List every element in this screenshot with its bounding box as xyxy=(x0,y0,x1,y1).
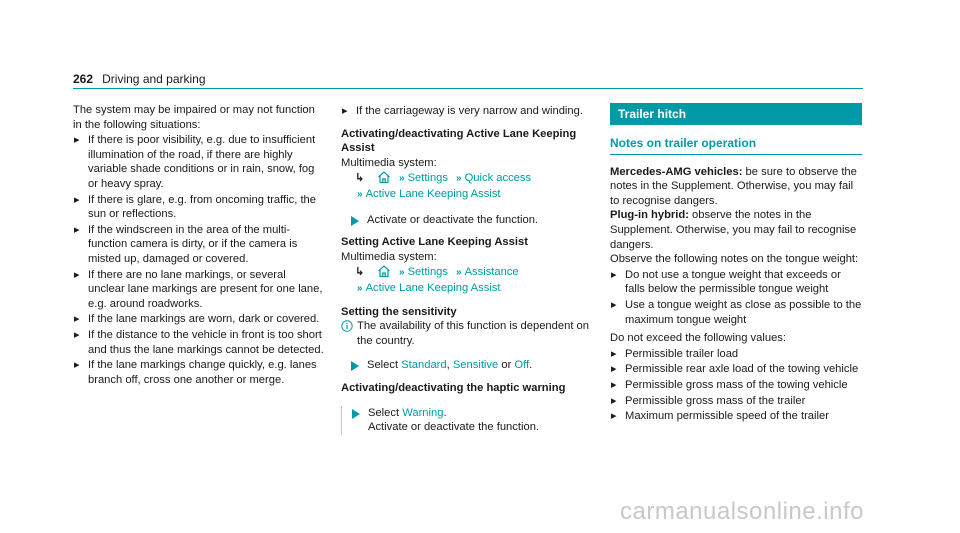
path-arrow-icon: ↳ xyxy=(355,266,365,279)
menu-link-assistance[interactable]: Assistance xyxy=(464,266,519,279)
menu-path-2 xyxy=(341,264,593,296)
multimedia-label: Multimedia system: xyxy=(341,156,437,169)
step-arrow-icon xyxy=(351,216,359,226)
list-item: ▸ If the windscreen in the area of the multi-function camera is dirty, or if the camera is misted up, damaged or covered. xyxy=(73,223,325,267)
double-chevron-icon: » xyxy=(456,173,462,185)
limitations-list-cont xyxy=(341,104,593,119)
amg-text: be sure to observe the notes in the Supplement. Otherwise, you may fail to recognise dangers. xyxy=(610,165,857,207)
word-or: or xyxy=(501,359,512,372)
tongue-list xyxy=(610,268,862,327)
list-item: ▸ If the lane markings are worn, dark or covered. xyxy=(73,312,325,327)
double-chevron-icon: » xyxy=(456,267,462,279)
amg-label: Mercedes-AMG vehicles: xyxy=(610,165,743,178)
heading-haptic: Activating/deactivating the haptic warning xyxy=(341,381,566,394)
list-item: ▸ If there are no lane markings, or several unclear lane markings are present for one lane, e.g. around roadworks. xyxy=(73,268,325,312)
list-item: ▸ Permissible trailer load xyxy=(610,347,862,362)
menu-link-settings[interactable]: Settings xyxy=(407,266,448,279)
step-haptic: Select Warning. Activate or deactivate the function. xyxy=(341,406,593,435)
limitations-list xyxy=(73,133,325,387)
option-sensitive[interactable]: Sensitive xyxy=(452,359,499,372)
option-off[interactable]: Off xyxy=(514,359,530,372)
list-item: ▸ If the carriageway is very narrow and winding. xyxy=(341,104,593,119)
exceed-list xyxy=(610,347,862,424)
list-item: ▸ Do not use a tongue weight that exceeds or falls below the permissible tongue weight xyxy=(610,268,862,297)
list-item: ▸ Permissible gross mass of the trailer xyxy=(610,394,862,409)
home-icon xyxy=(377,264,391,278)
menu-link-active-lane[interactable]: Active Lane Keeping Assist xyxy=(365,281,501,294)
page-number: 262 xyxy=(73,72,94,86)
hybrid-text: observe the notes in the Supplement. Otherwise, you may fail to recognise dangers. xyxy=(610,209,857,251)
page-header xyxy=(73,72,863,89)
step-text: Activate or deactivate the function. xyxy=(368,421,540,434)
step-activate xyxy=(341,213,593,228)
watermark: carmanualsonline.info xyxy=(620,498,864,525)
step-arrow-icon xyxy=(351,361,359,371)
hybrid-note xyxy=(610,208,862,252)
tongue-intro: Observe the following notes on the tongue weight: xyxy=(610,253,859,266)
step-arrow-icon xyxy=(352,409,360,419)
option-warning[interactable]: Warning xyxy=(402,406,444,419)
section-banner: Trailer hitch xyxy=(610,103,862,125)
heading-activate: Activating/deactivating Active Lane Keeping Assist xyxy=(341,127,577,155)
heading-setting: Setting Active Lane Keeping Assist xyxy=(341,236,528,249)
menu-path-1 xyxy=(341,170,593,202)
note-availability xyxy=(341,319,593,348)
subheading: Notes on trailer operation xyxy=(610,125,862,155)
column-middle xyxy=(341,103,593,435)
hybrid-label: Plug-in hybrid: xyxy=(610,209,689,222)
step-select-sensitivity: Select Standard, Sensitive or Off. xyxy=(341,358,593,373)
double-chevron-icon: » xyxy=(399,267,405,279)
list-item: ▸ If there is poor visibility, e.g. due to insufficient illumination of the road, if there are highly variable shade conditions or in rain, snow, fog or heavy spray. xyxy=(73,133,325,191)
heading-sensitivity: Setting the sensitivity xyxy=(341,305,457,318)
select-label: Select xyxy=(367,359,399,372)
menu-link-settings[interactable]: Settings xyxy=(407,172,448,185)
list-item: ▸ Permissible rear axle load of the towing vehicle xyxy=(610,362,862,377)
menu-link-active-lane[interactable]: Active Lane Keeping Assist xyxy=(365,187,501,200)
menu-link-quick-access[interactable]: Quick access xyxy=(464,172,532,185)
amg-note xyxy=(610,165,862,209)
list-item: ▸ If the lane markings change quickly, e.g. lanes branch off, cross one another or merge. xyxy=(73,358,325,387)
list-item: ▸ If there is glare, e.g. from oncoming traffic, the sun or reflections. xyxy=(73,193,325,222)
select-label: Select xyxy=(368,406,400,419)
info-icon xyxy=(341,320,353,332)
option-standard[interactable]: Standard xyxy=(401,359,447,372)
home-icon xyxy=(377,170,391,184)
list-item: ▸ Permissible gross mass of the towing vehicle xyxy=(610,378,862,393)
step-text: Activate or deactivate the function. xyxy=(367,213,539,226)
note-text: The availability of this function is dependent on the country. xyxy=(357,320,589,347)
double-chevron-icon: » xyxy=(357,282,363,294)
page-title: Driving and parking xyxy=(102,72,206,86)
path-arrow-icon: ↳ xyxy=(355,172,365,185)
column-left xyxy=(73,103,325,387)
exceed-intro: Do not exceed the following values: xyxy=(610,332,787,345)
double-chevron-icon: » xyxy=(399,173,405,185)
intro-text: The system may be impaired or may not function in the following situations: xyxy=(73,104,315,131)
double-chevron-icon: » xyxy=(357,188,363,200)
list-item: ▸ Maximum permissible speed of the trailer xyxy=(610,409,862,424)
column-right xyxy=(610,103,862,424)
list-item: ▸ If the distance to the vehicle in front is too short and thus the lane markings cannot be detected. xyxy=(73,328,325,357)
list-item: ▸ Use a tongue weight as close as possible to the maximum tongue weight xyxy=(610,298,862,327)
multimedia-label: Multimedia system: xyxy=(341,250,437,263)
